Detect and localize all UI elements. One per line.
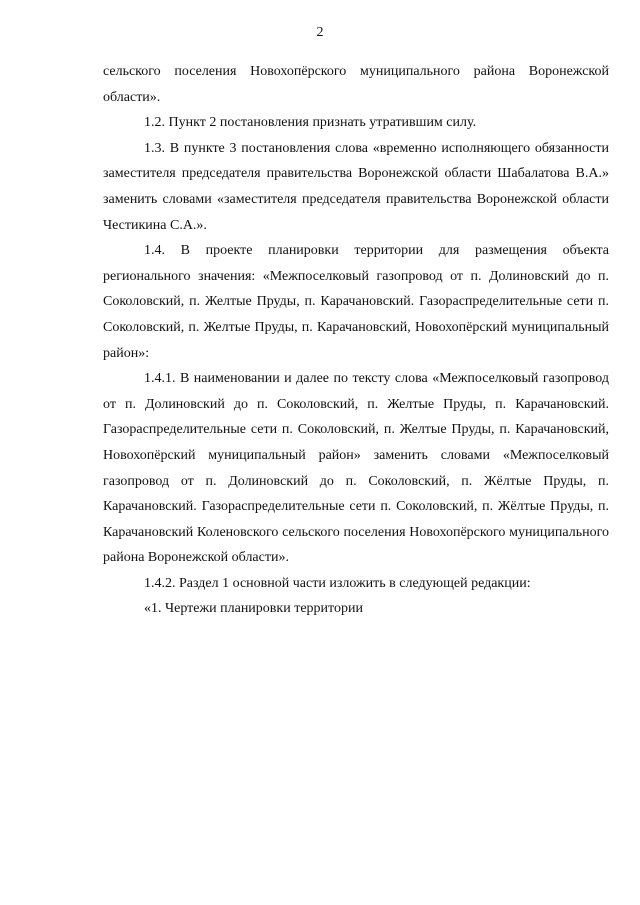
paragraph-section-heading: «1. Чертежи планировки территории (144, 601, 363, 617)
paragraph-continuation: сельского поселения Новохопёрского муниципального района Воронежской области». (103, 64, 609, 105)
page-number: 2 (316, 25, 324, 40)
document-body (103, 59, 609, 622)
paragraph-1-4-1: 1.4.1. В наименовании и далее по тексту слова «Межпоселковый газопровод от п. Долиновский до п. Соколовский, п. Желтые Пруды, п. Карачановский. Газораспределительные сети п. Соколовский, п. Желтые Пруды, п. Карачановский, Новохопёрский муниципальный район» заменить словами «Межпоселковый газопровод от п. Долиновский до п. Соколовский, п. Жёлтые Пруды, п. Карачановский. Газораспределительные сети п. Соколовский, п. Жёлтые Пруды, п. Карачановский Коленовского сельского поселения Новохопёрского муниципального района Воронежской области». (103, 371, 609, 566)
paragraph-1-2: 1.2. Пункт 2 постановления признать утратившим силу. (144, 115, 477, 131)
paragraph-1-4-2: 1.4.2. Раздел 1 основной части изложить в следующей редакции: (144, 575, 531, 591)
paragraph-1-3: 1.3. В пункте 3 постановления слова «временно исполняющего обязанности заместителя председателя правительства Воронежской области Шабалатова В.А.» заменить словами «заместителя председателя правительства Воронежской области Честикина С.А.». (103, 140, 609, 233)
paragraph-1-4: 1.4. В проекте планировки территории для размещения объекта регионального значения: «Межпоселковый газопровод от п. Долиновский до п. Соколовский, п. Желтые Пруды, п. Карачановский. Газораспределительные сети п. Соколовский, п. Желтые Пруды, п. Карачановский, Новохопёрский муниципальный район»: (103, 243, 609, 361)
